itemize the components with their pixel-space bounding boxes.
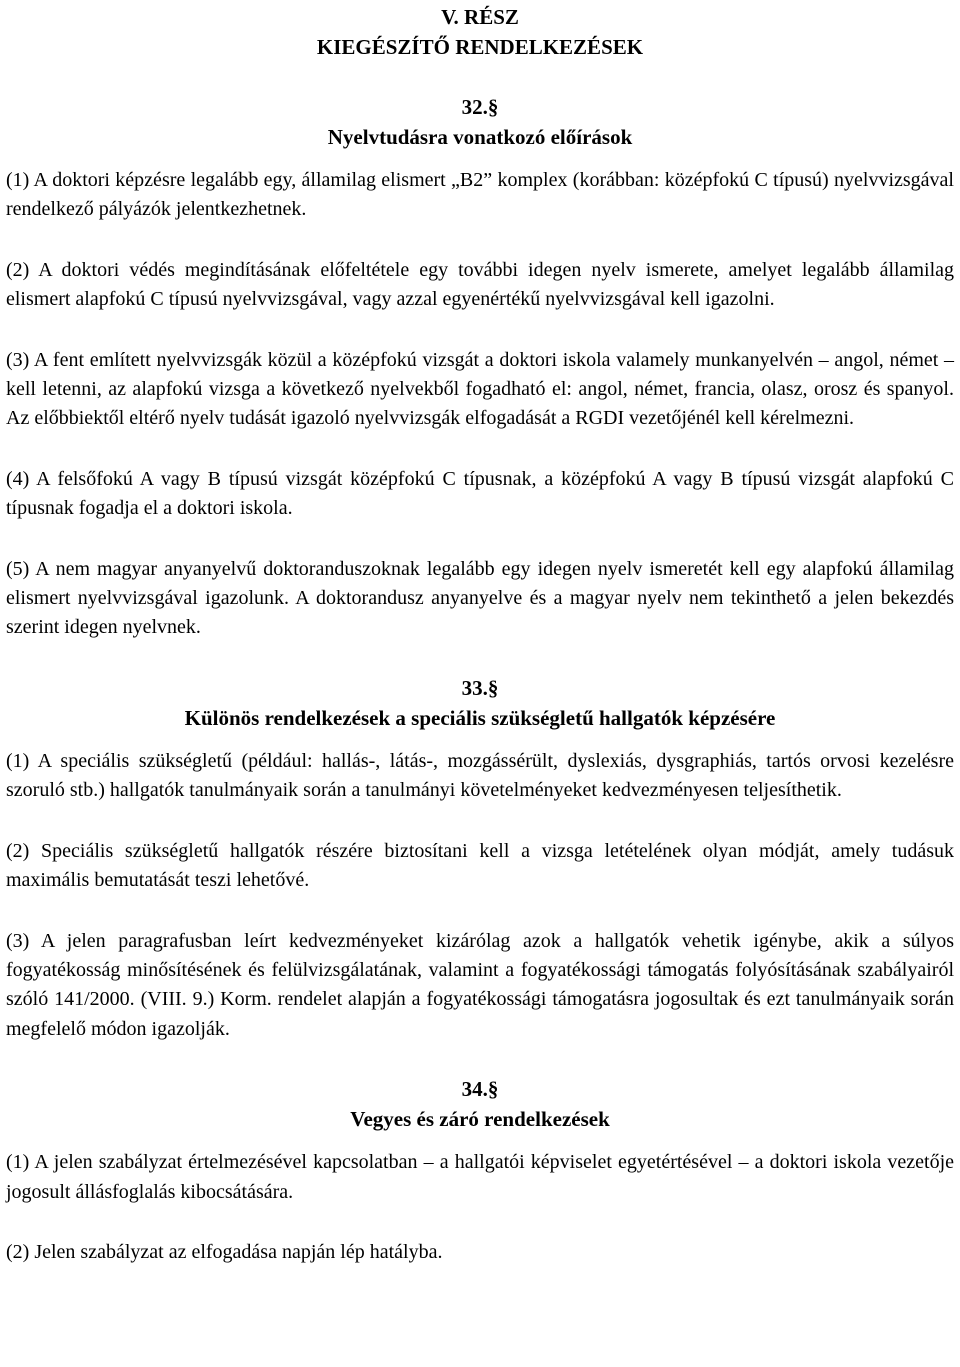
spacer <box>6 1134 954 1148</box>
spacer <box>6 806 954 837</box>
section-34-paragraph-2: (2) Jelen szabályzat az elfogadása napján lép hatályba. <box>6 1240 443 1263</box>
section-33-title: Különös rendelkezések a speciális szükségletű hallgatók képzésére <box>184 705 776 730</box>
spacer <box>6 1044 954 1074</box>
section-33-number <box>6 673 954 703</box>
spacer <box>6 152 954 166</box>
section-symbol: § <box>487 1077 499 1102</box>
section-34-paragraph-1: (1) A jelen szabályzat értelmezésével kapcsolatban – a hallgatói képviselet egyetértésével – a doktori iskola vezetője jogosult állásfoglalás kibocsátására. <box>6 1151 954 1203</box>
spacer <box>6 434 954 465</box>
section-33-paragraph-3: (3) A jelen paragrafusban leírt kedvezményeket kizárólag azok a hallgatók vehetik igénybe, akik a súlyos fogyatékosság minősítésének és felülvizsgálatának, valamint a fogyatékossági támogatás folyósításának szabályairól szóló 141/2000. (VIII. 9.) Korm. rendelet alapján a fogyatékossági támogatásra jogosultak és ezt tanulmányaik során megfelelő módon igazolják. <box>6 929 954 1040</box>
section-32-paragraph-3: (3) A fent említett nyelvvizsgák közül a középfokú vizsgát a doktori iskola valamely munkanyelvén – angol, német – kell letenni, az alapfokú vizsga a következő nyelvekből fogadható el: angol, német, francia, olasz, orosz és spanyol. Az előbbiektől eltérő nyelv tudását igazoló nyelvvizsgák elfogadását a RGDI vezetőjénél kell kérelmezni. <box>6 348 954 430</box>
section-33-paragraph-2: (2) Speciális szükségletű hallgatók részére biztosítani kell a vizsga letételének olyan módját, amely tudásuk maximális bemutatását teszi lehetővé. <box>6 839 954 892</box>
spacer <box>6 225 954 256</box>
section-symbol: § <box>487 95 499 119</box>
spacer <box>6 643 954 673</box>
section-32-paragraph-2: (2) A doktori védés megindításának előfeltétele egy további idegen nyelv ismerete, amelyet legalább államilag elismert alapfokú C típusú nyelvvizsgával, vagy azzal egyenértékű nyelvvizsgával kell igazolni. <box>6 258 954 311</box>
section-32-paragraph-4: (4) A felsőfokú A vagy B típusú vizsgát középfokú C típusnak, a középfokú A vagy B típusú vizsgát alapfokú C típusnak fogadja el a doktori iskola. <box>6 467 954 520</box>
section-34-title: Vegyes és záró rendelkezések <box>350 1107 610 1132</box>
spacer <box>6 62 954 92</box>
section-number-text: 32. <box>461 95 488 119</box>
spacer <box>6 315 954 346</box>
section-number-text: 33. <box>461 675 488 700</box>
spacer <box>6 733 954 747</box>
section-32-title: Nyelvtudásra vonatkozó előírások <box>327 125 633 149</box>
section-32-paragraph-5: (5) A nem magyar anyanyelvű doktoranduszoknak legalább egy idegen nyelv ismeretét kell egy alapfokú államilag elismert nyelvvizsgával igazolunk. A doktorandusz anyanyelve és a magyar nyelv nem tekinthető a jelen bekezdés szerint idegen nyelvnek. <box>6 557 954 639</box>
spacer <box>6 524 954 555</box>
part-title: KIEGÉSZÍTŐ RENDELKEZÉSEK <box>316 35 644 59</box>
section-34-number <box>6 1074 954 1104</box>
part-number: V. RÉSZ <box>441 5 519 29</box>
section-32-paragraph-1: (1) A doktori képzésre legalább egy, államilag elismert „B2” komplex (korábban: középfokú C típusú) nyelvvizsgával rendelkező pályázók jelentkezhetnek. <box>6 169 954 221</box>
section-number-text: 34. <box>461 1077 488 1102</box>
section-symbol: § <box>487 675 499 700</box>
document-page <box>6 2 954 1267</box>
section-33-paragraph-1: (1) A speciális szükségletű (például: hallás-, látás-, mozgássérült, dyslexiás, dysgraphiás, tartós orvosi kezelésre szoruló stb.) hallgatók tanulmányaik során a tanulmányi követelményeket kedvezményesen teljesíthetik. <box>6 749 954 802</box>
spacer <box>6 896 954 927</box>
section-32-number <box>6 92 954 122</box>
spacer <box>6 1207 954 1238</box>
